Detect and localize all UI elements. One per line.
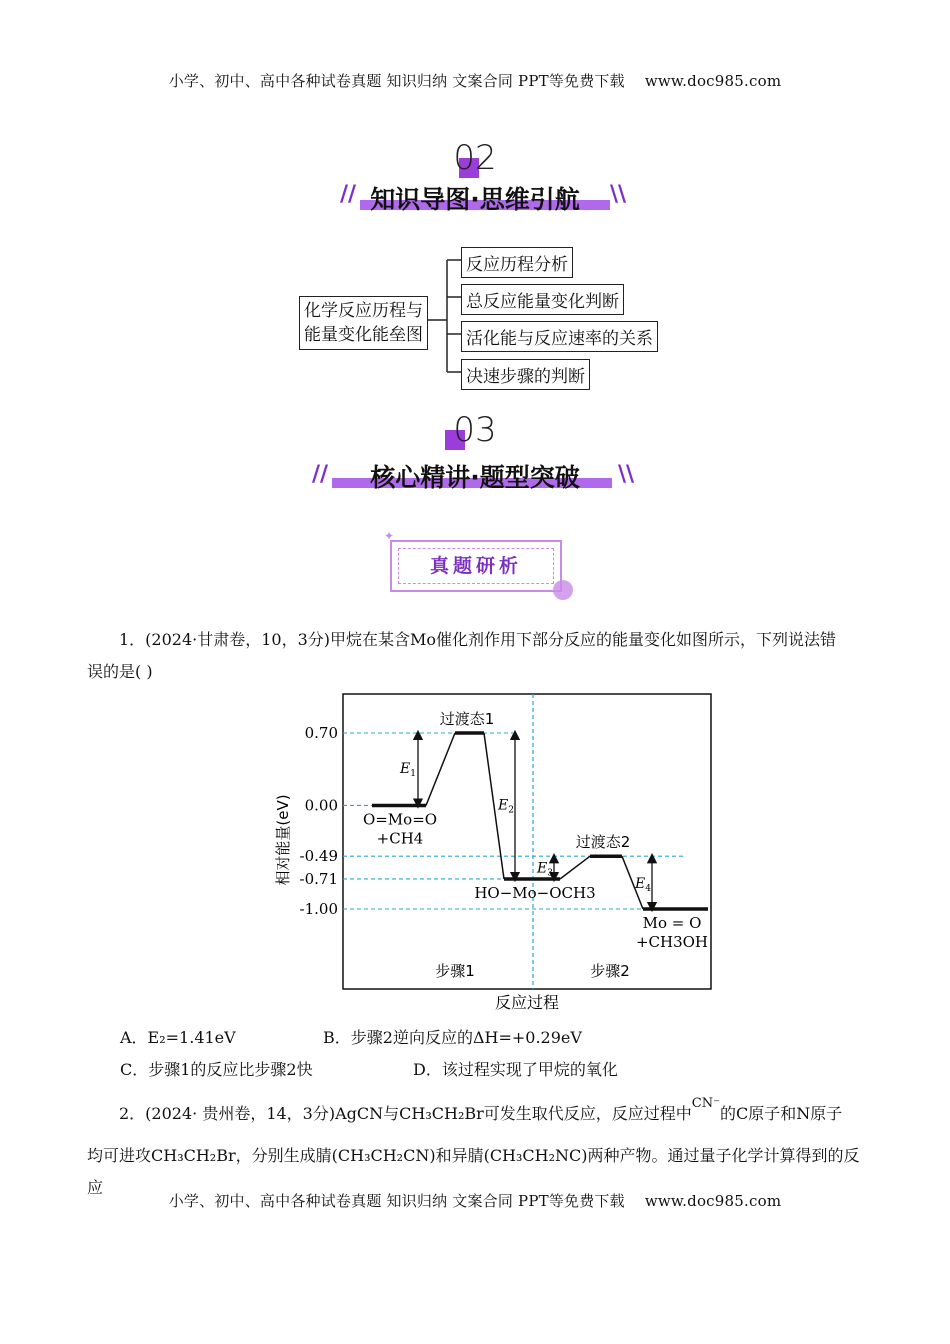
step-1-label: 步骤1 <box>435 962 475 980</box>
y-axis-label: 相对能量(eV) <box>274 794 292 886</box>
banner-site[interactable]: www.doc985.com <box>644 72 782 90</box>
y-tick-label: -1.00 <box>299 900 338 918</box>
slash-decor-left: // <box>340 182 357 207</box>
y-tick-label: -0.71 <box>299 869 338 888</box>
slash-decor-right: \\ <box>610 182 627 207</box>
level-label-ts2: 过渡态2 <box>575 833 631 852</box>
banner-text: 小学、初中、高中各种试卷真题 知识归纳 文案合同 PPT等免费下载 <box>168 72 625 90</box>
path-connector-1 <box>426 733 455 805</box>
footer-text: 小学、初中、高中各种试卷真题 知识归纳 文案合同 PPT等免费下载 <box>168 1192 625 1210</box>
stamp-decor <box>380 528 580 604</box>
arrow-label-E3: $E_3$ <box>537 860 553 879</box>
x-axis-label: 反应过程 <box>494 993 560 1012</box>
q2-ion: CN⁻ <box>691 1096 720 1111</box>
level-label-3: HO−Mo−OCH3 <box>474 883 596 902</box>
q1-option-d[interactable]: D．该过程实现了甲烷的氧化 <box>413 1060 618 1079</box>
section-02-title: // 知识导图·思维引航 \\ <box>340 182 627 214</box>
q1-stem: 1．(2024·甘肃卷，10，3分)甲烷在某含Mo催化剂作用下部分反应的能量变化如图所示，下列说法错 <box>119 630 837 649</box>
section-02-number: 02 <box>453 138 497 178</box>
section-03-title: // 核心精讲·题型突破 \\ <box>312 462 635 492</box>
arrow-label-E1: $E_1$ <box>400 761 416 780</box>
mindmap-branch-3: 活化能与反应速率的关系 <box>461 321 658 352</box>
slash-decor-left-03: // <box>312 462 329 487</box>
stamp-label: 真题研析 <box>398 548 554 584</box>
energy-diagram <box>260 690 730 1020</box>
step-2-label: 步骤2 <box>590 962 630 980</box>
level-label-5: Mo = O <box>642 914 702 932</box>
q2-stem-line2: 均可进攻CH₃CH₂Br，分别生成腈(CH₃CH₂CN)和异腈(CH₃CH₂NC)两种产物。通过量子化学计算得到的反应 <box>87 1146 860 1197</box>
level-label-1b: +CH4 <box>376 829 424 848</box>
q2-stem: 2．(2024· 贵州卷，14，3分)AgCN与CH₃CH₂Br可发生取代反应，反应过程中$^{CN^-}$的C原子和N原子 <box>119 1096 843 1123</box>
section-03-number: 03 <box>0 410 950 450</box>
path-connector-3 <box>560 856 590 879</box>
q1-stem-line2: 误的是( ) <box>87 662 153 681</box>
q1-option-b[interactable]: B．步骤2逆向反应的ΔH=+0.29eV <box>323 1028 582 1047</box>
arrow-label-E4: $E_4$ <box>635 876 651 895</box>
level-label-5b: +CH3OH <box>635 933 709 951</box>
arrow-label-E2: $E_2$ <box>498 797 514 816</box>
mindmap-root: 化学反应历程与 能量变化能垒图 <box>299 296 428 350</box>
y-tick-label: 0.70 <box>304 724 338 742</box>
y-tick-label: 0.00 <box>304 796 338 815</box>
level-label-1: O=Mo=O <box>362 810 438 829</box>
y-tick-label: -0.49 <box>299 847 338 866</box>
footer-banner <box>0 1190 950 1211</box>
level-label-ts1: 过渡态1 <box>439 710 495 728</box>
mindmap-branch-2: 总反应能量变化判断 <box>461 284 624 315</box>
svg-text:✦: ✦ <box>384 529 395 543</box>
mindmap-branch-4: 决速步骤的判断 <box>461 359 590 390</box>
q1-option-c[interactable]: C．步骤1的反应比步骤2快 <box>120 1060 313 1079</box>
footer-site[interactable]: www.doc985.com <box>644 1192 782 1210</box>
q1-option-a[interactable]: A．E₂=1.41eV <box>120 1028 236 1047</box>
mindmap-branch-1: 反应历程分析 <box>461 247 573 278</box>
slash-decor-right-03: \\ <box>618 462 635 487</box>
